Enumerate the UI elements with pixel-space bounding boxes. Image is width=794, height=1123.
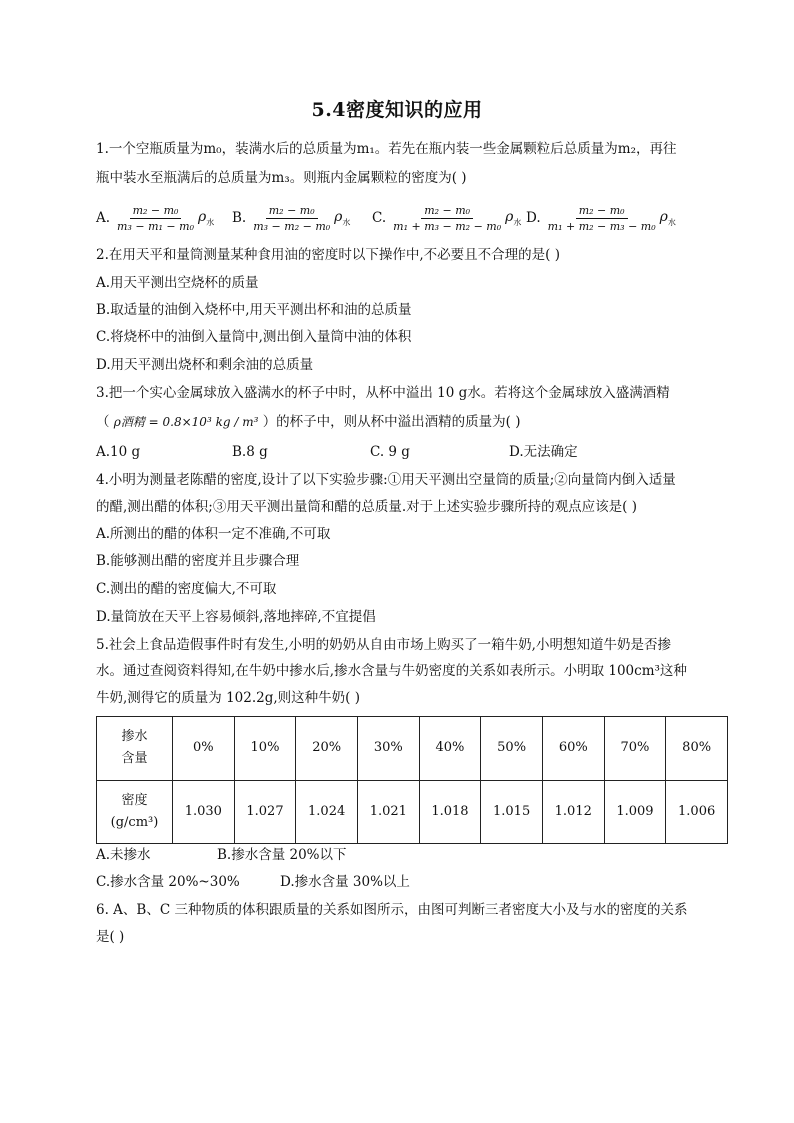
q4-option-d[interactable]: D.量筒放在天平上容易倾斜,落地摔碎,不宜提倡 bbox=[96, 609, 376, 625]
q3-option-b[interactable]: B.8 g bbox=[232, 444, 268, 460]
fraction-denominator: m₁ + m₂ − m₃ − m₀ bbox=[547, 219, 656, 233]
alcohol-density: ρ酒精 = 0.8×10³ kg / m³ bbox=[113, 415, 259, 429]
q1-option-a[interactable] bbox=[96, 196, 214, 240]
option-label: A. bbox=[96, 210, 111, 226]
rho-symbol: $\rho_水$ bbox=[659, 208, 676, 227]
q2-option-a[interactable]: A.用天平测出空烧杯的质量 bbox=[96, 275, 259, 291]
table-cell: 1.030 bbox=[173, 780, 235, 844]
q4-option-a[interactable]: A.所测出的醋的体积一定不准确,不可取 bbox=[96, 526, 331, 542]
table-cell: 50% bbox=[481, 717, 543, 781]
option-label: B. bbox=[232, 210, 247, 226]
q2-stem: 2.在用天平和量筒测量某种食用油的密度时以下操作中,不必要且不合理的是( ) bbox=[96, 247, 560, 263]
table-row bbox=[97, 780, 728, 844]
fraction bbox=[545, 204, 659, 233]
q3-stem-line2 bbox=[96, 412, 521, 432]
table-cell: 1.021 bbox=[357, 780, 419, 844]
q6-stem-line1: 6. A、B、C 三种物质的体积跟质量的关系如图所示，由图可判断三者密度大小及与水的密度的关系 bbox=[96, 902, 688, 918]
q1-option-b[interactable] bbox=[232, 196, 350, 240]
table-cell: 40% bbox=[419, 717, 481, 781]
fraction bbox=[390, 204, 504, 233]
q3-option-a[interactable]: A.10 g bbox=[96, 444, 141, 460]
fraction bbox=[250, 204, 333, 233]
q4-stem-line2: 的醋,测出醋的体积;③用天平测出量筒和醋的总质量.对于上述实验步骤所持的观点应该是( ) bbox=[96, 499, 637, 515]
q2-option-c[interactable]: C.将烧杯中的油倒入量筒中,测出倒入量筒中油的体积 bbox=[96, 329, 412, 345]
q4-stem-line1: 4.小明为测量老陈醋的密度,设计了以下实验步骤:①用天平测出空量筒的质量;②向量筒内倒入适量 bbox=[96, 472, 676, 488]
table-cell: 1.024 bbox=[296, 780, 358, 844]
fraction-numerator: m₂ − m₀ bbox=[576, 204, 628, 219]
open-paren: （ bbox=[96, 414, 110, 430]
q1-stem-line1: 1.一个空瓶质量为m₀，装满水后的总质量为m₁。若先在瓶内装一些金属颗粒后总质量为m₂，再往 bbox=[96, 141, 677, 157]
page-title: 5.4密度知识的应用 bbox=[311, 99, 483, 121]
table-row bbox=[97, 717, 728, 781]
q2-option-b[interactable]: B.取适量的油倒入烧杯中,用天平测出杯和油的总质量 bbox=[96, 302, 412, 318]
table-cell: 30% bbox=[357, 717, 419, 781]
q5-option-d[interactable]: D.掺水含量 30%以上 bbox=[280, 874, 410, 890]
rho-symbol: $\rho_水$ bbox=[505, 208, 522, 227]
table-cell: 1.006 bbox=[666, 780, 728, 844]
q3-stem-line1: 3.把一个实心金属球放入盛满水的杯子中时，从杯中溢出 10 g水。若将这个金属球放入盛满酒精 bbox=[96, 385, 670, 401]
table-cell: 1.027 bbox=[234, 780, 296, 844]
q5-option-c[interactable]: C.掺水含量 20%~30% bbox=[96, 874, 240, 890]
q5-stem-line2: 水。通过查阅资料得知,在牛奶中掺水后,掺水含量与牛奶密度的关系如表所示。小明取 100cm³这种 bbox=[96, 663, 687, 679]
fraction-denominator: m₃ − m₂ − m₀ bbox=[253, 219, 331, 233]
q5-stem-line3: 牛奶,测得它的质量为 102.2g,则这种牛奶( ) bbox=[96, 690, 360, 706]
table-cell: 20% bbox=[296, 717, 358, 781]
q1-options bbox=[96, 196, 716, 240]
rho-symbol: $\rho_水$ bbox=[334, 208, 351, 227]
table-cell: 1.012 bbox=[542, 780, 604, 844]
table-cell: 70% bbox=[604, 717, 666, 781]
table-cell: 1.015 bbox=[481, 780, 543, 844]
q1-option-d[interactable] bbox=[526, 196, 676, 240]
q6-stem-line2: 是( ) bbox=[96, 929, 125, 945]
q1-option-c[interactable] bbox=[372, 196, 521, 240]
option-label: C. bbox=[372, 210, 387, 226]
q3-option-c[interactable]: C. 9 g bbox=[370, 444, 410, 460]
table-header-cell: 密度 (g/cm³) bbox=[97, 780, 173, 844]
q5-option-a[interactable]: A.未掺水 bbox=[96, 847, 151, 863]
table-cell: 0% bbox=[173, 717, 235, 781]
table-cell: 10% bbox=[234, 717, 296, 781]
fraction-numerator: m₂ − m₀ bbox=[130, 204, 182, 219]
fraction-numerator: m₂ − m₀ bbox=[421, 204, 473, 219]
q1-stem-line2: 瓶中装水至瓶满后的总质量为m₃。则瓶内金属颗粒的密度为( ) bbox=[96, 170, 467, 186]
q5-stem-line1: 5.社会上食品造假事件时有发生,小明的奶奶从自由市场上购买了一箱牛奶,小明想知道牛奶是否掺 bbox=[96, 637, 671, 653]
q3-stem-tail: ）的杯子中，则从杯中溢出酒精的质量为( ) bbox=[262, 414, 521, 430]
table-cell: 80% bbox=[666, 717, 728, 781]
q2-option-d[interactable]: D.用天平测出烧杯和剩余油的总质量 bbox=[96, 357, 314, 373]
fraction-denominator: m₃ − m₁ − m₀ bbox=[117, 219, 194, 233]
rho-symbol: $\rho_水$ bbox=[198, 208, 215, 227]
q5-option-b[interactable]: B.掺水含量 20%以下 bbox=[217, 847, 347, 863]
table-cell: 1.009 bbox=[604, 780, 666, 844]
option-label: D. bbox=[526, 210, 541, 226]
table-header-cell: 掺水 含量 bbox=[97, 717, 173, 781]
q3-option-d[interactable]: D.无法确定 bbox=[509, 444, 578, 460]
water-content-density-table bbox=[96, 716, 728, 844]
fraction bbox=[114, 204, 197, 233]
table-cell: 60% bbox=[542, 717, 604, 781]
q4-option-b[interactable]: B.能够测出醋的密度并且步骤合理 bbox=[96, 553, 300, 569]
table-cell: 1.018 bbox=[419, 780, 481, 844]
q4-option-c[interactable]: C.测出的醋的密度偏大,不可取 bbox=[96, 581, 277, 597]
fraction-denominator: m₁ + m₃ − m₂ − m₀ bbox=[393, 219, 502, 233]
fraction-numerator: m₂ − m₀ bbox=[266, 204, 318, 219]
